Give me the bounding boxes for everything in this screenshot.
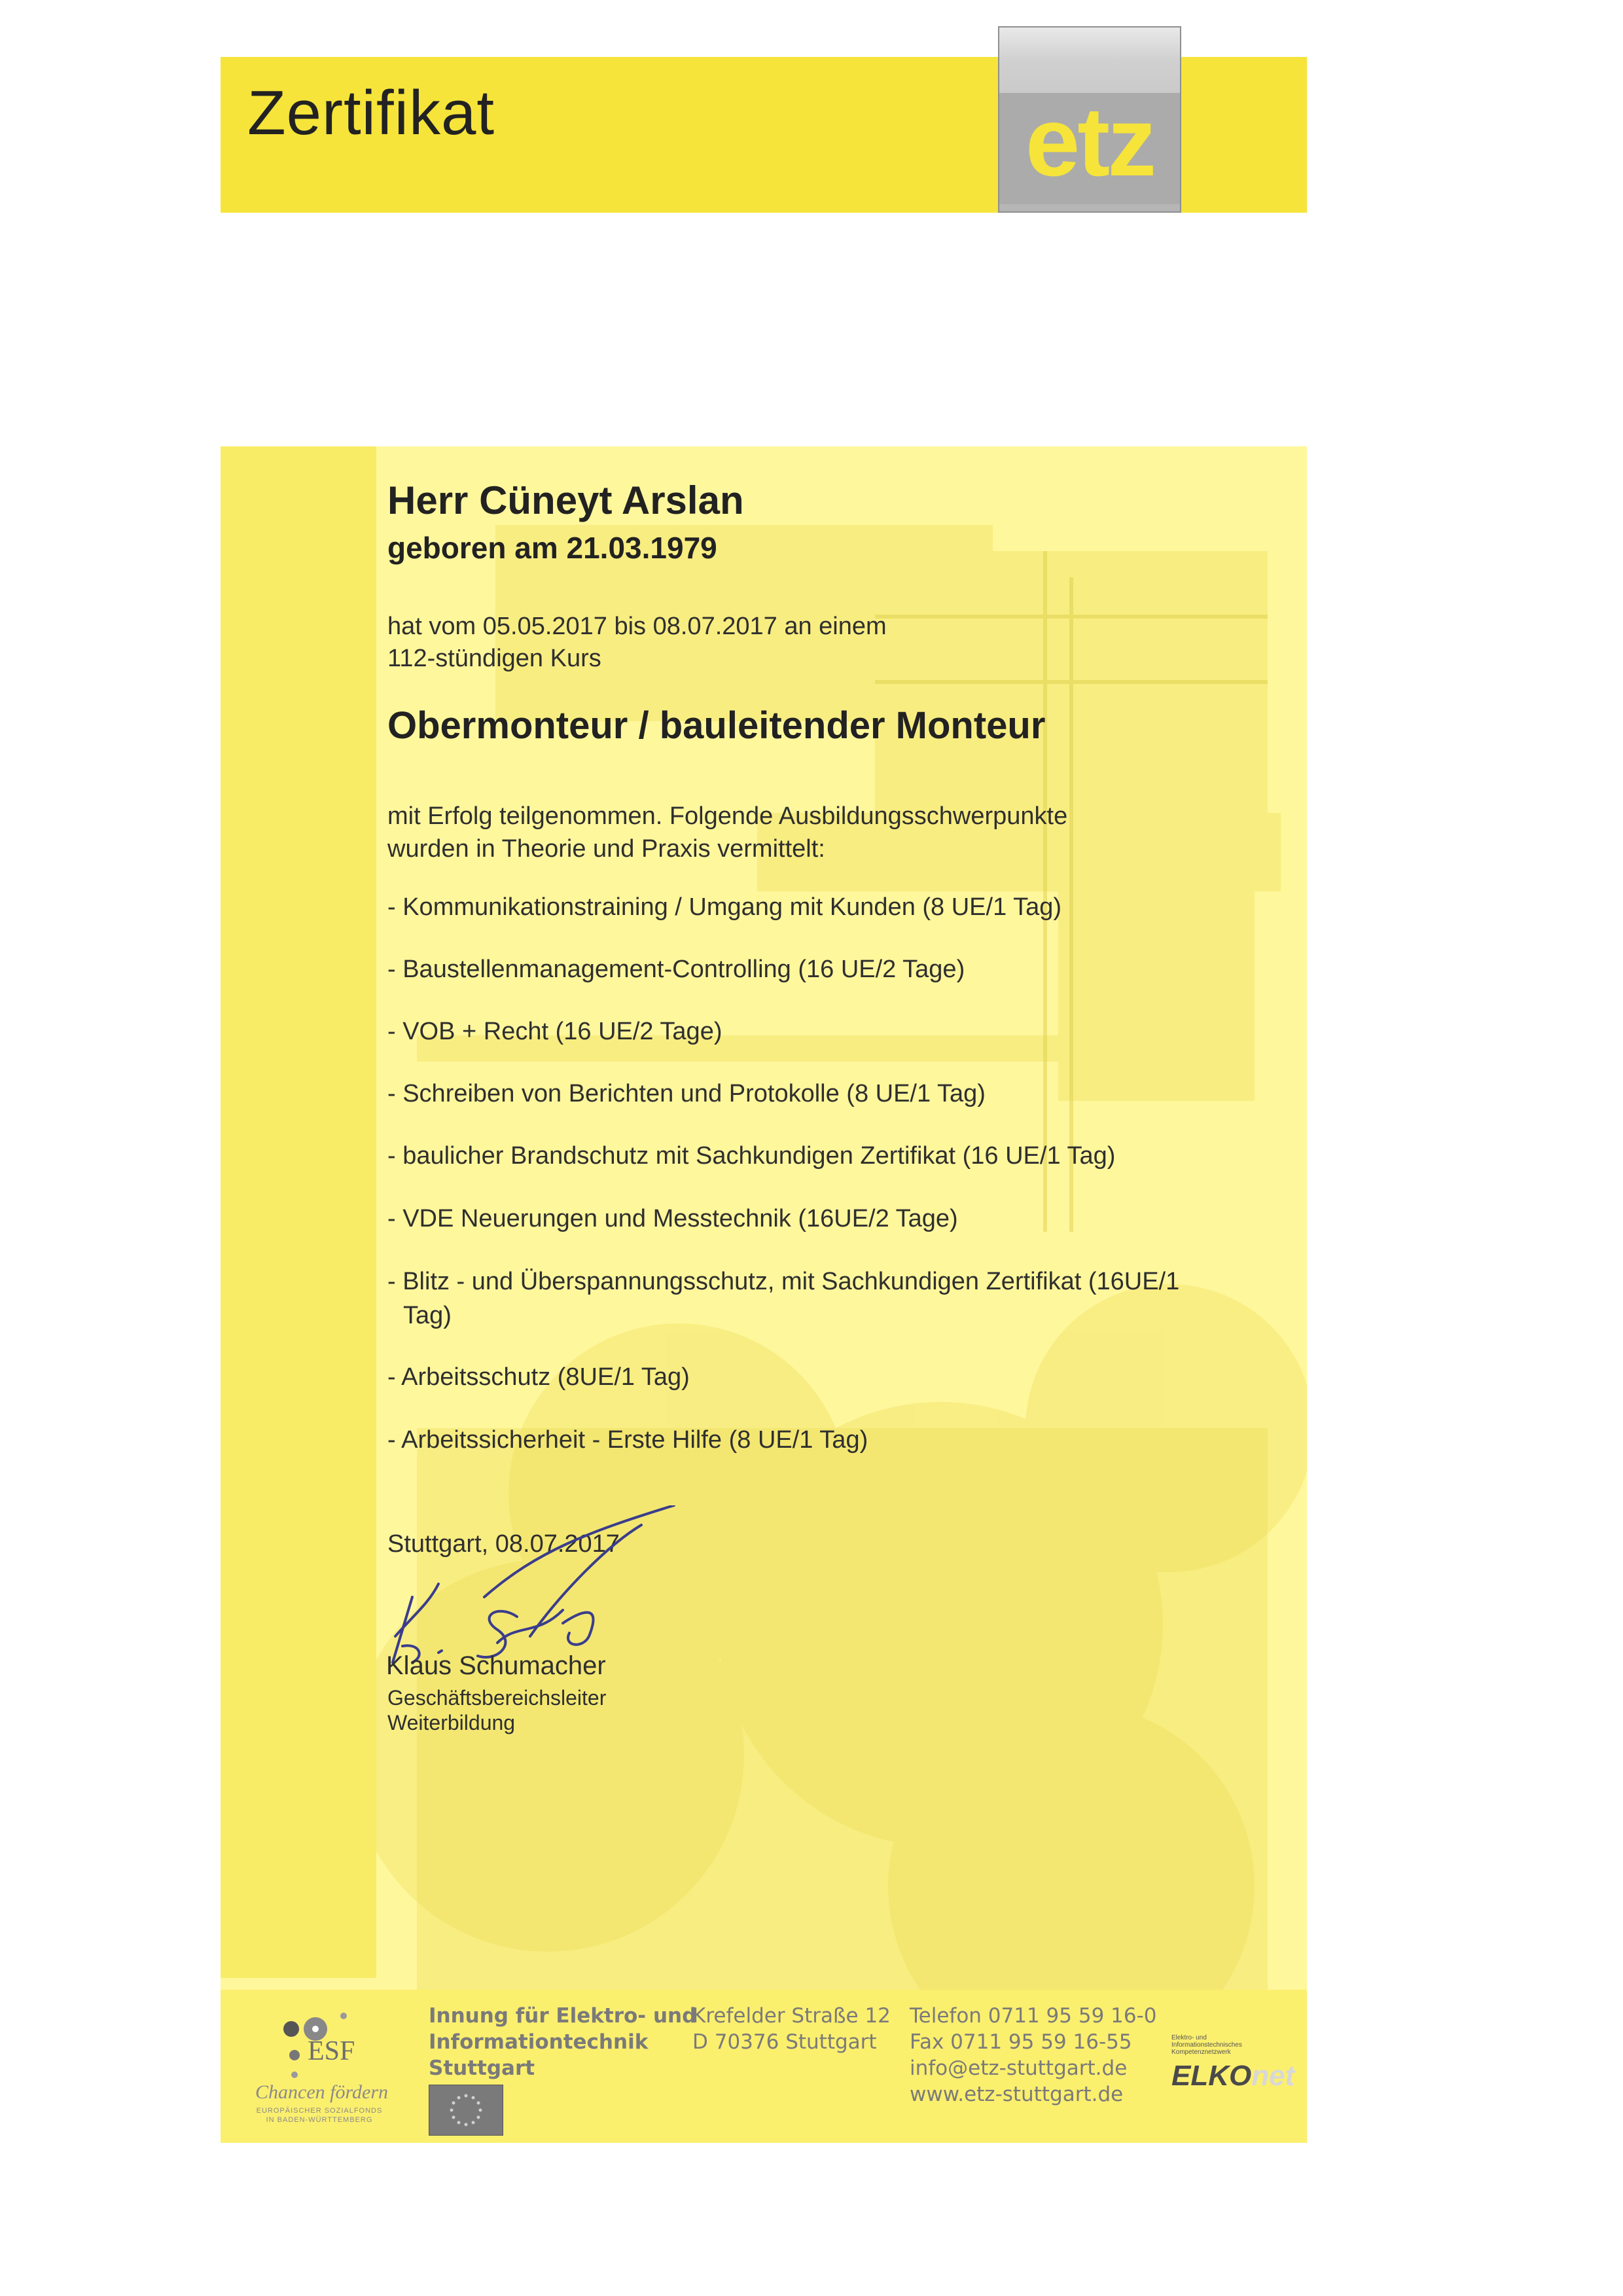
etz-logo-text: etz bbox=[1025, 86, 1154, 196]
elkonet-subtitle-line-3: Kompetenznetzwerk bbox=[1171, 2049, 1231, 2056]
panel-left-strip bbox=[221, 446, 376, 1978]
topic-item: - Blitz - und Überspannungsschutz, mit Sachkundigen Zertifikat (16UE/1 bbox=[387, 1268, 1180, 1295]
course-title: Obermonteur / bauleitender Monteur bbox=[387, 704, 1046, 747]
elkonet-brand-suffix: net bbox=[1251, 2060, 1295, 2092]
intro-line-1: hat vom 05.05.2017 bis 08.07.2017 an einem bbox=[387, 613, 887, 640]
esf-logo-text: ESF bbox=[308, 2036, 355, 2066]
contact-web: www.etz-stuttgart.de bbox=[910, 2083, 1124, 2106]
intro-line-2: 112-stündigen Kurs bbox=[387, 645, 601, 672]
elkonet-subtitle bbox=[1171, 2034, 1302, 2056]
topic-item: - Baustellenmanagement-Controlling (16 UE/2 Tage) bbox=[387, 956, 965, 983]
esf-slogan: Chancen fördern bbox=[255, 2081, 389, 2103]
topic-item: - baulicher Brandschutz mit Sachkundigen Zertifikat (16 UE/1 Tag) bbox=[387, 1142, 1116, 1170]
contact-fax: Fax 0711 95 59 16-55 bbox=[910, 2030, 1132, 2054]
signatory-name: Klaus Schumacher bbox=[386, 1651, 606, 1680]
topic-item: - VOB + Recht (16 UE/2 Tage) bbox=[387, 1018, 722, 1045]
topic-item: - VDE Neuerungen und Messtechnik (16UE/2 Tage) bbox=[387, 1205, 958, 1232]
elkonet-subtitle-line-2: Informationstechnisches bbox=[1171, 2041, 1242, 2049]
esf-subtitle-line-1: EUROPÄISCHER SOZIALFONDS bbox=[256, 2107, 383, 2115]
signatory-role-line-1: Geschäftsbereichsleiter bbox=[387, 1686, 607, 1710]
eu-flag-icon bbox=[429, 2085, 503, 2136]
success-line-1: mit Erfolg teilgenommen. Folgende Ausbildungsschwerpunkte bbox=[387, 802, 1068, 830]
elkonet-brand bbox=[1171, 2060, 1294, 2092]
topic-item: - Arbeitssicherheit - Erste Hilfe (8 UE/1 Tag) bbox=[387, 1426, 868, 1454]
topic-item: - Kommunikationstraining / Umgang mit Kunden (8 UE/1 Tag) bbox=[387, 893, 1062, 921]
address-street: Krefelder Straße 12 bbox=[692, 2004, 891, 2028]
place-date: Stuttgart, 08.07.2017 bbox=[387, 1530, 620, 1558]
birth-date: geboren am 21.03.1979 bbox=[387, 531, 717, 565]
elkonet-subtitle-line-1: Elektro- und bbox=[1171, 2034, 1207, 2041]
innung-block bbox=[429, 2003, 696, 2081]
elkonet-brand-main: ELKO bbox=[1171, 2060, 1252, 2092]
success-line-2: wurden in Theorie und Praxis vermittelt: bbox=[387, 835, 825, 863]
topic-item-continuation: Tag) bbox=[403, 1302, 452, 1329]
recipient-name: Herr Cüneyt Arslan bbox=[387, 478, 744, 522]
etz-logo bbox=[998, 26, 1181, 213]
certificate-title: Zertifikat bbox=[247, 78, 495, 148]
contact-email: info@etz-stuttgart.de bbox=[910, 2056, 1128, 2080]
address-block bbox=[692, 2003, 891, 2055]
esf-subtitle bbox=[247, 2106, 391, 2125]
innung-line-1: Innung für Elektro- und bbox=[429, 2004, 697, 2028]
innung-line-3: Stuttgart bbox=[429, 2056, 535, 2080]
contact-block bbox=[910, 2003, 1157, 2108]
topic-item: - Arbeitsschutz (8UE/1 Tag) bbox=[387, 1363, 690, 1391]
esf-subtitle-line-2: IN BADEN-WÜRTTEMBERG bbox=[266, 2116, 373, 2124]
elkonet-logo bbox=[1168, 2016, 1299, 2092]
topic-item: - Schreiben von Berichten und Protokolle (8 UE/1 Tag) bbox=[387, 1080, 986, 1107]
signatory-role-line-2: Weiterbildung bbox=[387, 1711, 516, 1734]
contact-phone: Telefon 0711 95 59 16-0 bbox=[910, 2004, 1157, 2028]
innung-line-2: Informationtechnik bbox=[429, 2030, 649, 2054]
address-city: D 70376 Stuttgart bbox=[692, 2030, 877, 2054]
